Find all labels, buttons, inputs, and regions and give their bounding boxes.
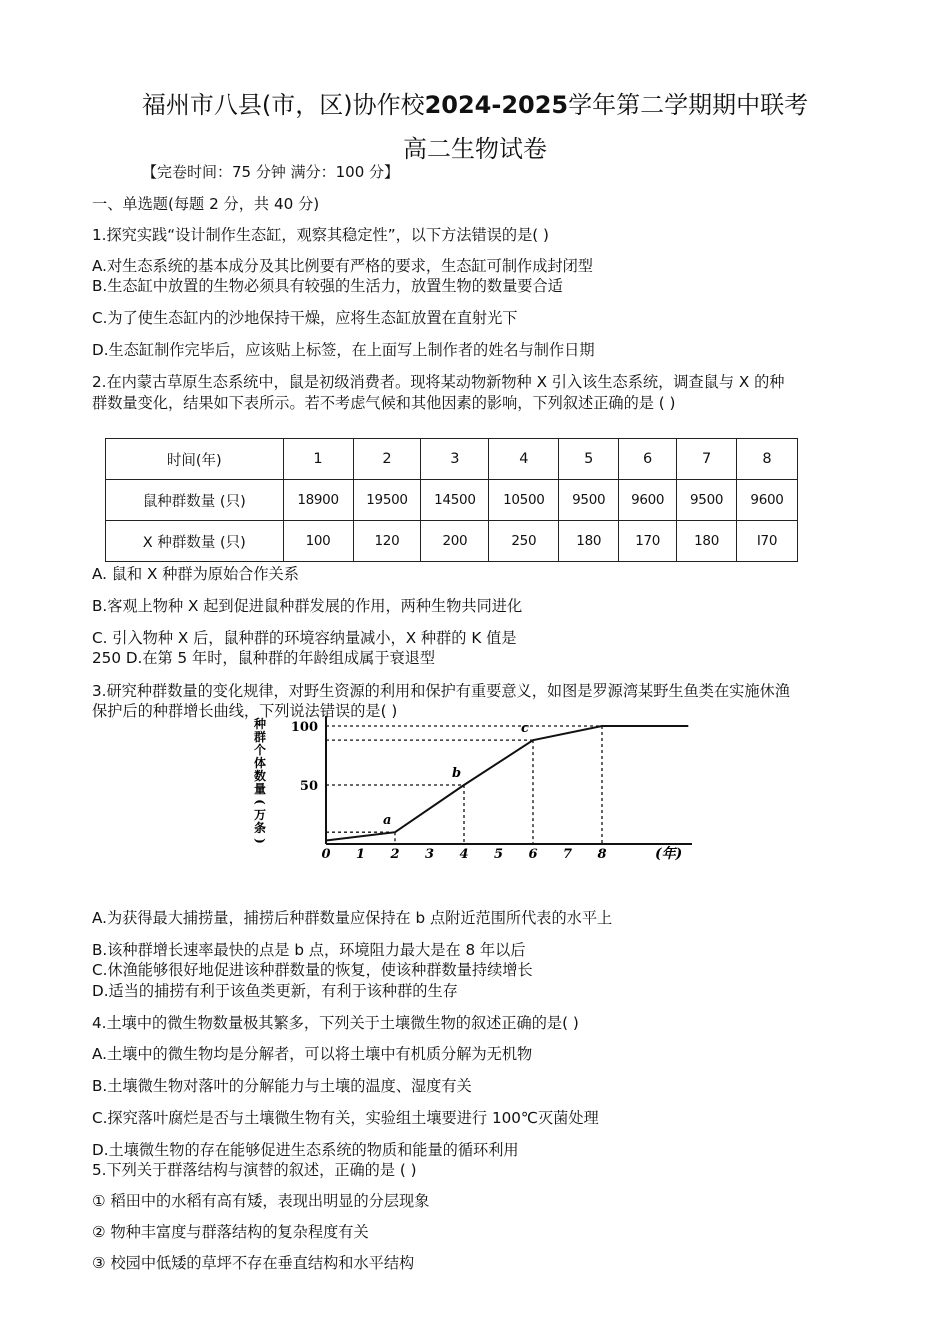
table-row xyxy=(106,521,798,562)
exam-title-prefix: 福州市八县(市，区)协作校 xyxy=(141,91,425,119)
q2-option-b: B.客观上物种 X 起到促进鼠种群发展的作用，两种生物共同进化 xyxy=(92,597,523,615)
q4-stem: 4.土壤中的微生物数量极其繁多，下列关于土壤微生物的叙述正确的是( ) xyxy=(92,1014,579,1032)
table-cell: 120 xyxy=(353,521,421,562)
y-axis-label-char: ) xyxy=(253,838,267,844)
q1-option-b: B.生态缸中放置的生物必须具有较强的生活力，放置生物的数量要合适 xyxy=(92,277,563,295)
exam-info: 【完卷时间：75 分钟 满分：100 分】 xyxy=(142,163,400,181)
exam-title-year: 2024-2025 xyxy=(424,91,569,119)
q3-option-a: A.为获得最大捕捞量，捕捞后种群数量应保持在 b 点附近范围所代表的水平上 xyxy=(92,909,613,927)
y-axis-label-char: 万 xyxy=(253,808,267,822)
table-header-cell: 1 xyxy=(283,439,353,480)
y-axis-label-char: 条 xyxy=(253,821,267,835)
q1-option-c: C.为了使生态缸内的沙地保持干燥，应将生态缸放置在直射光下 xyxy=(92,309,518,327)
x-tick-label: 3 xyxy=(424,847,435,862)
q3-stem-line2: 保护后的种群增长曲线，下列说法错误的是( ) xyxy=(92,702,398,720)
y-tick-labels xyxy=(291,720,318,794)
table-cell: 180 xyxy=(559,521,619,562)
q3-option-d: D.适当的捕捞有利于该鱼类更新，有利于该种群的生存 xyxy=(92,982,458,1000)
x-tick-labels xyxy=(321,847,606,862)
table-cell: 170 xyxy=(619,521,677,562)
q3-option-c: C.休渔能够很好地促进该种群数量的恢复，使该种群数量持续增长 xyxy=(92,961,533,979)
table-cell: 180 xyxy=(677,521,737,562)
q4-option-d: D.土壤微生物的存在能够促进生态系统的物质和能量的循环利用 xyxy=(92,1141,519,1159)
table-row-label: X 种群数量 (只) xyxy=(106,521,284,562)
table-cell: 9600 xyxy=(619,480,677,521)
q1-stem: 1.探究实践“设计制作生态缸，观察其稳定性”，以下方法错误的是( ) xyxy=(92,226,549,244)
population-table xyxy=(105,438,798,562)
x-tick-label: 4 xyxy=(459,847,469,862)
q3-stem-line1: 3.研究种群数量的变化规律，对野生资源的利用和保护有重要意义，如图是罗源湾某野生鱼类在实施休渔 xyxy=(92,682,790,700)
exam-subtitle: 高二生物试卷 xyxy=(403,135,547,163)
section-heading: 一、单选题(每题 2 分，共 40 分) xyxy=(92,195,320,213)
x-tick-label: 1 xyxy=(355,847,366,862)
q4-option-b: B.土壤微生物对落叶的分解能力与土壤的温度、湿度有关 xyxy=(92,1077,472,1095)
x-tick-label: 0 xyxy=(321,847,331,862)
table-header-cell: 7 xyxy=(677,439,737,480)
table-cell: 200 xyxy=(421,521,489,562)
point-label-a: a xyxy=(383,813,392,829)
q4-option-a: A.土壤中的微生物均是分解者，可以将土壤中有机质分解为无机物 xyxy=(92,1045,533,1063)
table-cell: 250 xyxy=(489,521,559,562)
q5-stem: 5.下列关于群落结构与演替的叙述，正确的是 ( ) xyxy=(92,1161,417,1179)
x-tick-label: 5 xyxy=(493,847,504,862)
exam-title xyxy=(0,88,950,122)
population-growth-chart xyxy=(240,712,720,872)
growth-curve xyxy=(326,726,688,841)
table-header-cell: 3 xyxy=(421,439,489,480)
table-header-cell: 5 xyxy=(559,439,619,480)
table-cell: 10500 xyxy=(489,480,559,521)
table-cell: 14500 xyxy=(421,480,489,521)
table-cell: 9500 xyxy=(559,480,619,521)
y-tick-label: 50 xyxy=(299,779,318,794)
table-row-label: 鼠种群数量 (只) xyxy=(106,480,284,521)
point-labels xyxy=(383,721,529,828)
q3-option-b: B.该种群增长速率最快的点是 b 点，环境阻力最大是在 8 年以后 xyxy=(92,941,526,959)
x-tick-label: 2 xyxy=(390,847,400,862)
q2-option-c: C. 引入物种 X 后，鼠种群的环境容纳量减小，X 种群的 K 值是 xyxy=(92,629,517,647)
y-axis-label-char: 群 xyxy=(253,730,267,744)
x-tick-label: 8 xyxy=(597,847,607,862)
table-cell: 18900 xyxy=(283,480,353,521)
y-axis-label-char: ( xyxy=(253,799,267,805)
q5-item-1: ① 稻田中的水稻有高有矮，表现出明显的分层现象 xyxy=(92,1192,430,1210)
q2-stem-line1: 2.在内蒙古草原生态系统中，鼠是初级消费者。现将某动物新物种 X 引入该生态系统，调查鼠与 X 的种 xyxy=(92,373,785,391)
y-axis-label xyxy=(253,716,267,844)
y-axis-label-char: 种 xyxy=(253,717,267,731)
point-label-b: b xyxy=(452,766,462,781)
q5-item-3: ③ 校园中低矮的草坪不存在垂直结构和水平结构 xyxy=(92,1254,415,1272)
q1-option-d: D.生态缸制作完毕后，应该贴上标签，在上面写上制作者的姓名与制作日期 xyxy=(92,341,595,359)
y-axis-label-char: 体 xyxy=(253,756,267,770)
table-cell: I70 xyxy=(737,521,798,562)
x-tick-label: 6 xyxy=(528,847,538,862)
y-axis-label-char: 量 xyxy=(253,782,267,796)
q4-option-c: C.探究落叶腐烂是否与土壤微生物有关，实验组土壤要进行 100℃灭菌处理 xyxy=(92,1109,599,1127)
x-axis-unit-label: (年) xyxy=(655,846,683,862)
table-cell: 9500 xyxy=(677,480,737,521)
q5-item-2: ② 物种丰富度与群落结构的复杂程度有关 xyxy=(92,1223,369,1241)
y-axis-label-char: 数 xyxy=(253,769,267,783)
y-axis-label-char: 个 xyxy=(253,743,267,757)
q2-option-c-cont: 250 D.在第 5 年时，鼠种群的年龄组成属于衰退型 xyxy=(92,649,436,667)
q2-option-a: A. 鼠和 X 种群为原始合作关系 xyxy=(92,565,299,583)
table-header-cell: 6 xyxy=(619,439,677,480)
table-cell: 100 xyxy=(283,521,353,562)
q1-option-a: A.对生态系统的基本成分及其比例要有严格的要求，生态缸可制作成封闭型 xyxy=(92,257,593,275)
table-cell: 19500 xyxy=(353,480,421,521)
table-cell: 9600 xyxy=(737,480,798,521)
y-tick-label: 100 xyxy=(290,720,318,735)
x-tick-label: 7 xyxy=(562,847,573,862)
table-header-cell: 时间(年) xyxy=(106,439,284,480)
q2-stem-line2: 群数量变化，结果如下表所示。若不考虑气候和其他因素的影响，下列叙述正确的是 ( ) xyxy=(92,394,676,412)
table-header-cell: 8 xyxy=(737,439,798,480)
table-header-cell: 4 xyxy=(489,439,559,480)
exam-title-suffix: 学年第二学期期中联考 xyxy=(568,91,809,119)
table-row xyxy=(106,439,798,480)
table-row xyxy=(106,480,798,521)
point-label-c: c xyxy=(521,721,529,737)
table-header-cell: 2 xyxy=(353,439,421,480)
